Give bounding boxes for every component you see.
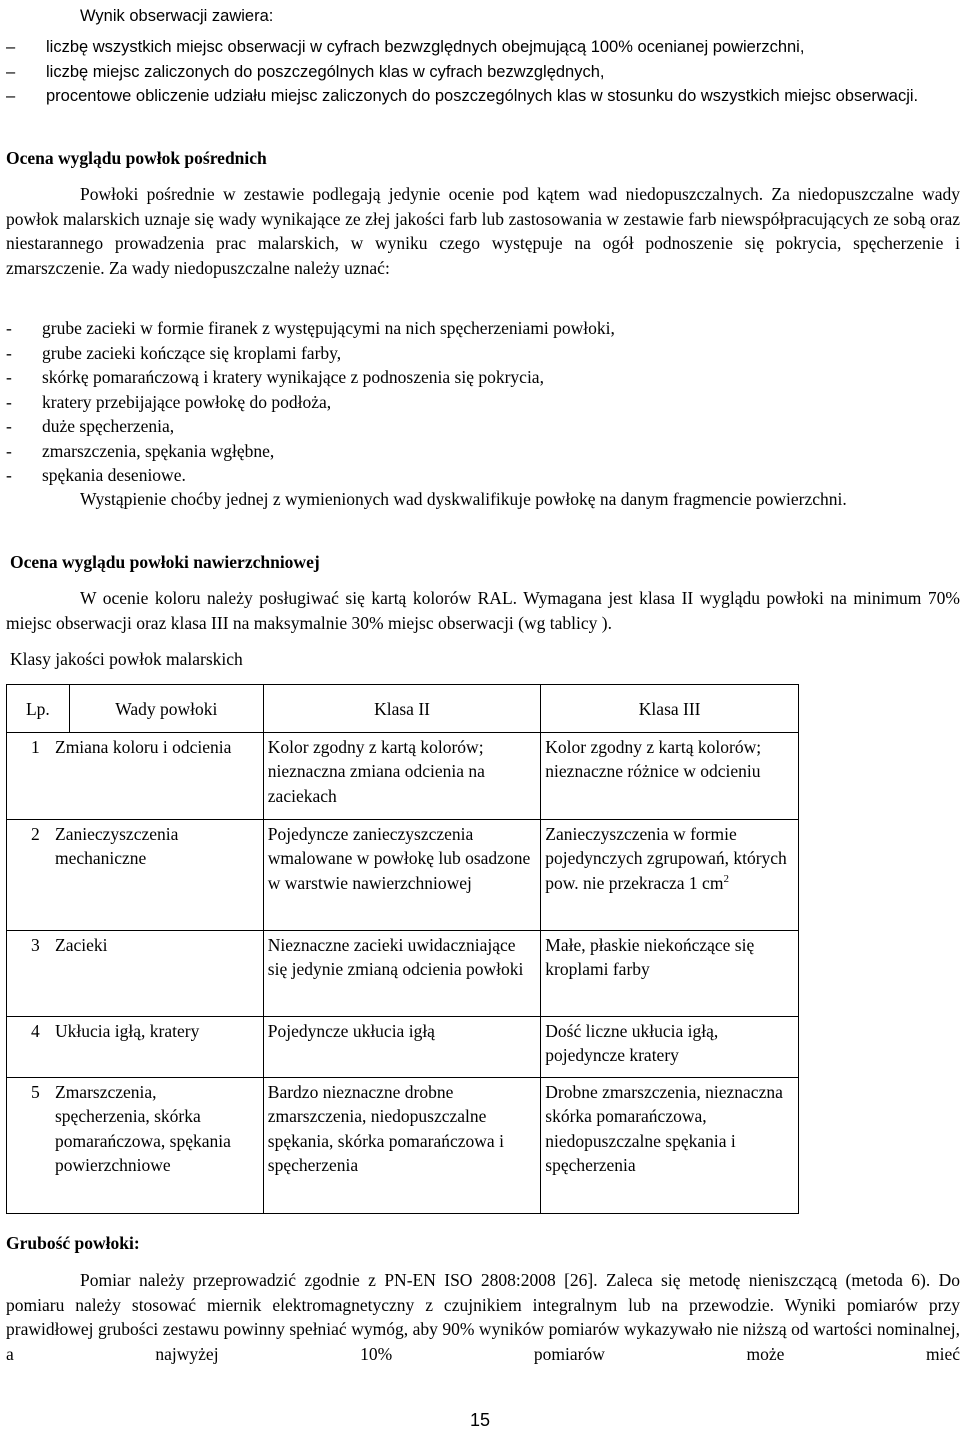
list-item: – liczbę miejsc zaliczonych do poszczególnych klas w cyfrach bezwzględnych, — [6, 60, 960, 85]
section-heading-thickness: Grubość powłoki: — [6, 1233, 140, 1253]
dash-bullet: – — [6, 38, 16, 56]
row-number: 5 — [31, 1081, 40, 1102]
table-row — [7, 819, 799, 930]
header-class-2: Klasa II — [263, 685, 541, 733]
topcoat-paragraph: W ocenie koloru należy posługiwać się kartą kolorów RAL. Wymagana jest klasa II wyglądu powłoki na minimum 70% miejsc obserwacji oraz klasa III na maksymalnie 30% miejsc obserwacji (wg tablicy ). — [6, 588, 960, 633]
row-number: 1 — [31, 736, 40, 757]
table-row — [7, 1077, 799, 1213]
table-row — [7, 1016, 799, 1077]
list-item: - zmarszczenia, spękania wgłębne, — [6, 440, 275, 461]
row-class-3: Małe, płaskie niekończące się kroplami farby — [541, 930, 799, 1016]
list-item: – liczbę wszystkich miejsc obserwacji w cyfrach bezwzględnych obejmującą 100% ocenianej powierzchni, — [6, 35, 960, 60]
thickness-paragraph: Pomiar należy przeprowadzić zgodnie z PN-EN ISO 2808:2008 [26]. Zaleca się metodę nieniszczącą (metoda 6). Do pomiaru należy stosować miernik elektromagnetyczny z czujnikiem integralnym lub na przewodzie. Wyniki pomiarów przy prawidłowej grubości zestawu powinny spełniać wymóg, aby 90% wyników pomiarów wykazywało nie niższą od wartości nominalnej, a najwyżej 10% pomiarów może mieć — [6, 1270, 960, 1364]
row-defect: Zmarszczenia, spęcherzenia, skórka pomarańczowa, spękania powierzchniowe — [55, 1081, 231, 1175]
row-number: 3 — [31, 934, 40, 955]
row-class-2: Pojedyncze zanieczyszczenia wmalowane w powłokę lub osadzone w warstwie nawierzchniowej — [263, 819, 541, 930]
table-row — [7, 732, 799, 819]
header-defects: Wady powłoki — [69, 685, 263, 733]
header-lp: Lp. — [7, 685, 70, 733]
row-number: 4 — [31, 1020, 40, 1041]
list-item: - skórkę pomarańczową i kratery wynikające z podnoszenia się pokrycia, — [6, 367, 544, 387]
row-class-3: Kolor zgodny z kartą kolorów; nieznaczne różnice w odcieniu — [541, 732, 799, 819]
dash-bullet: – — [6, 87, 16, 105]
row-defect: Zanieczyszczenia mechaniczne — [55, 823, 179, 868]
disqualification-paragraph: Wystąpienie choćby jednej z wymienionych wad dyskwalifikuje powłokę na danym fragmencie powierzchni. — [80, 489, 847, 509]
list-item: - duże spęcherzenia, — [6, 416, 175, 436]
defect-list — [6, 316, 615, 488]
quality-classes-table — [6, 684, 799, 1214]
row-number: 2 — [31, 823, 40, 844]
row-class-2: Nieznaczne zacieki uwidaczniające się jedynie zmianą odcienia powłoki — [263, 930, 541, 1016]
section-heading-topcoat: Ocena wyglądu powłoki nawierzchniowej — [10, 552, 320, 572]
row-class-3: Drobne zmarszczenia, nieznaczna skórka pomarańczowa, niedopuszczalne spękania i spęcherzenia — [541, 1077, 799, 1213]
row-class-3: Dość liczne ukłucia igłą, pojedyncze kratery — [541, 1016, 799, 1077]
dash-bullet: – — [6, 62, 16, 81]
list-item: - grube zacieki w formie firanek z występującymi na nich spęcherzeniami powłoki, — [6, 318, 615, 338]
row-defect: Zmiana koloru i odcienia — [55, 736, 232, 757]
table-row — [7, 930, 799, 1016]
row-defect: Zacieki — [55, 934, 108, 955]
section-heading-intermediate: Ocena wyglądu powłok pośrednich — [6, 148, 267, 168]
table-header-row — [7, 685, 799, 733]
list-item: – procentowe obliczenie udziału miejsc zaliczonych do poszczególnych klas w stosunku do wszystkich miejsc obserwacji. — [6, 84, 960, 109]
page-number: 15 — [469, 1410, 491, 1430]
observation-list — [6, 35, 960, 109]
row-class-3: Zanieczyszczenia w formie pojedynczych zgrupowań, których pow. nie przekracza 1 $cm^2$ — [541, 819, 799, 930]
row-defect: Ukłucia igłą, kratery — [55, 1020, 200, 1041]
row-class-2: Kolor zgodny z kartą kolorów; nieznaczna zmiana odcienia na zaciekach — [263, 732, 541, 819]
list-item: - grube zacieki kończące się kroplami farby, — [6, 342, 342, 363]
row-class-2: Pojedyncze ukłucia igłą — [263, 1016, 541, 1077]
intermediate-paragraph: Powłoki pośrednie w zestawie podlegają jedynie ocenie pod kątem wad niedopuszczalnych. Za niedopuszczalne wady powłok malarskich uznaje się wady wynikające ze złej jakości farb lub zastosowania w zestawie farb niewspółpracujących ze sobą oraz niestarannego prowadzenia prac malarskich, w wyniku czego występuje na ogół podnoszenie się pokrycia, spęcherzenie i zmarszczenie. Za wady niedopuszczalne należy uznać: — [6, 184, 960, 278]
row-class-2: Bardzo nieznaczne drobne zmarszczenia, niedopuszczalne spękania, skórka pomarańczowa i spęcherzenia — [263, 1077, 541, 1213]
header-class-3: Klasa III — [541, 685, 799, 733]
table-caption: Klasy jakości powłok malarskich — [10, 649, 243, 669]
list-item: - spękania deseniowe. — [6, 465, 186, 485]
observation-intro: Wynik obserwacji zawiera: — [80, 7, 274, 25]
list-item: - kratery przebijające powłokę do podłoża, — [6, 391, 332, 412]
